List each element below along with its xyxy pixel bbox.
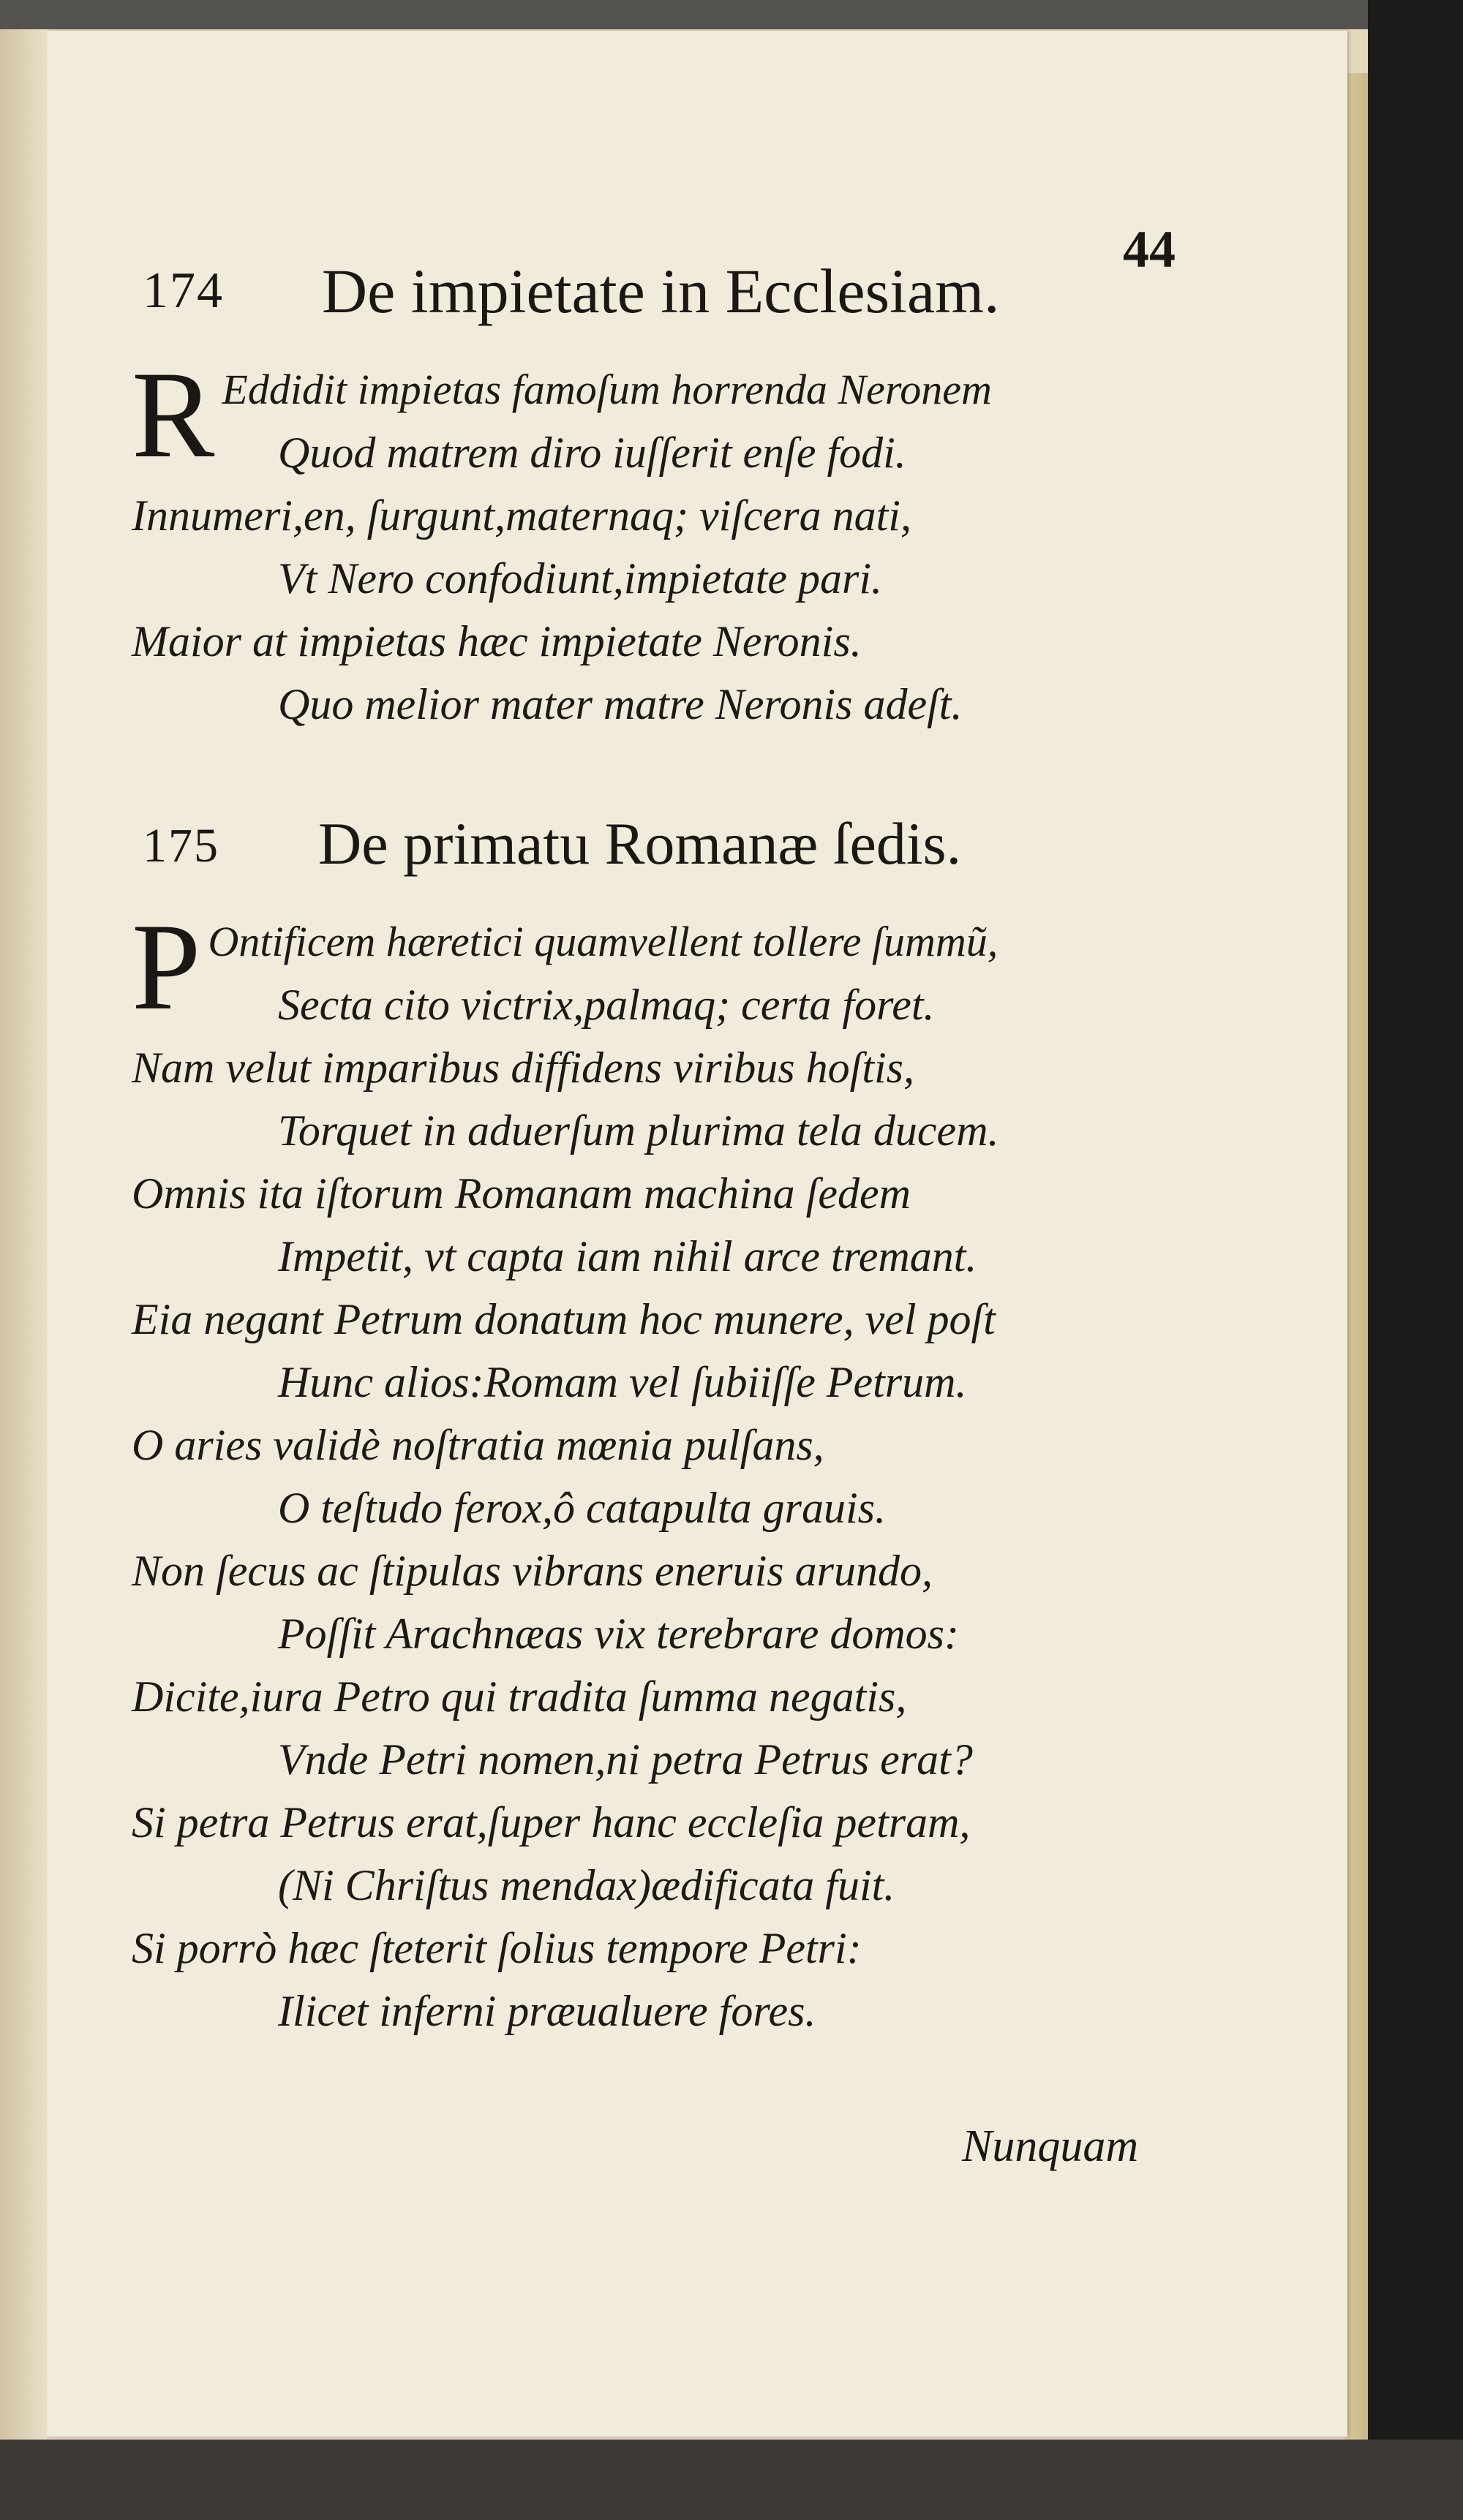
section-number: 175 (143, 819, 219, 872)
poem-line: Si porrò hæc ſteterit ſolius tempore Petri: (132, 1924, 862, 1972)
drop-capital: P (132, 898, 201, 1035)
poem-line: Impetit, vt capta iam nihil arce tremant. (278, 1232, 977, 1280)
poem-line: Non ſecus ac ſtipulas vibrans eneruis arundo, (132, 1547, 933, 1595)
page-number: 174 (143, 263, 224, 319)
catchword: Nunquam (962, 2121, 1139, 2171)
poem-line: Si petra Petrus erat,ſuper hanc eccleſia petram, (132, 1798, 971, 1846)
poem-line: Poſſit Arachnæas vix terebrare domos: (278, 1610, 959, 1658)
poem-line: Vt Nero confodiunt,impietate pari. (278, 554, 883, 603)
poem-line: Eia negant Petrum donatum hoc munere, vel poſt (132, 1295, 996, 1343)
poem-line: Nam velut imparibus diffidens viribus hoſtis, (132, 1044, 915, 1092)
poem-line: Omnis ita iſtorum Romanam machina ſedem (132, 1169, 911, 1218)
poem-line: Quod matrem diro iuſſerit enſe fodi. (278, 429, 906, 477)
poem-line-text: Ontificem hæretici quamvellent tollere ſummũ, (208, 918, 998, 965)
drop-capital: R (132, 346, 215, 483)
section-heading (143, 801, 1203, 889)
poem-line: O teſtudo ferox,ô catapulta grauis. (278, 1484, 887, 1532)
folio-number: 44 (1123, 220, 1176, 279)
poem-line: Dicite,iura Petro qui tradita ſumma negatis, (132, 1672, 907, 1721)
background-right (1368, 0, 1463, 2520)
poem-line: Innumeri,en, ſurgunt,maternaq; viſcera nati, (132, 491, 911, 540)
poem-line: Maior at impietas hæc impietate Neronis. (132, 617, 862, 665)
poem-line: (Ni Chriſtus mendax)ædificata fuit. (278, 1861, 895, 1909)
background-bottom (0, 2440, 1463, 2520)
poem-line: Ilicet inferni præualuere fores. (278, 1987, 816, 2035)
running-header (143, 241, 1203, 351)
epigram-174 (132, 346, 1207, 736)
poem-line-text: Eddidit impietas famoſum horrenda Neronem (222, 366, 992, 413)
running-title: De impietate in Ecclesiam. (322, 256, 1000, 326)
section-title: De primatu Romanæ ſedis. (318, 810, 962, 877)
poem-line: O aries validè noſtratia mœnia pulſans, (132, 1421, 824, 1469)
poem-line: Secta cito victrix,palmaq; certa foret. (278, 981, 935, 1029)
poem-line: Hunc alios:Romam vel ſubiiſſe Petrum. (278, 1358, 967, 1406)
poem-line: Quo melior mater matre Neronis adeſt. (278, 680, 963, 728)
epigram-175 (132, 898, 1207, 2042)
poem-line: Torquet in aduerſum plurima tela ducem. (278, 1106, 999, 1155)
poem-line: Vnde Petri nomen,ni petra Petrus erat? (278, 1735, 973, 1784)
binding-gutter (0, 29, 47, 2464)
